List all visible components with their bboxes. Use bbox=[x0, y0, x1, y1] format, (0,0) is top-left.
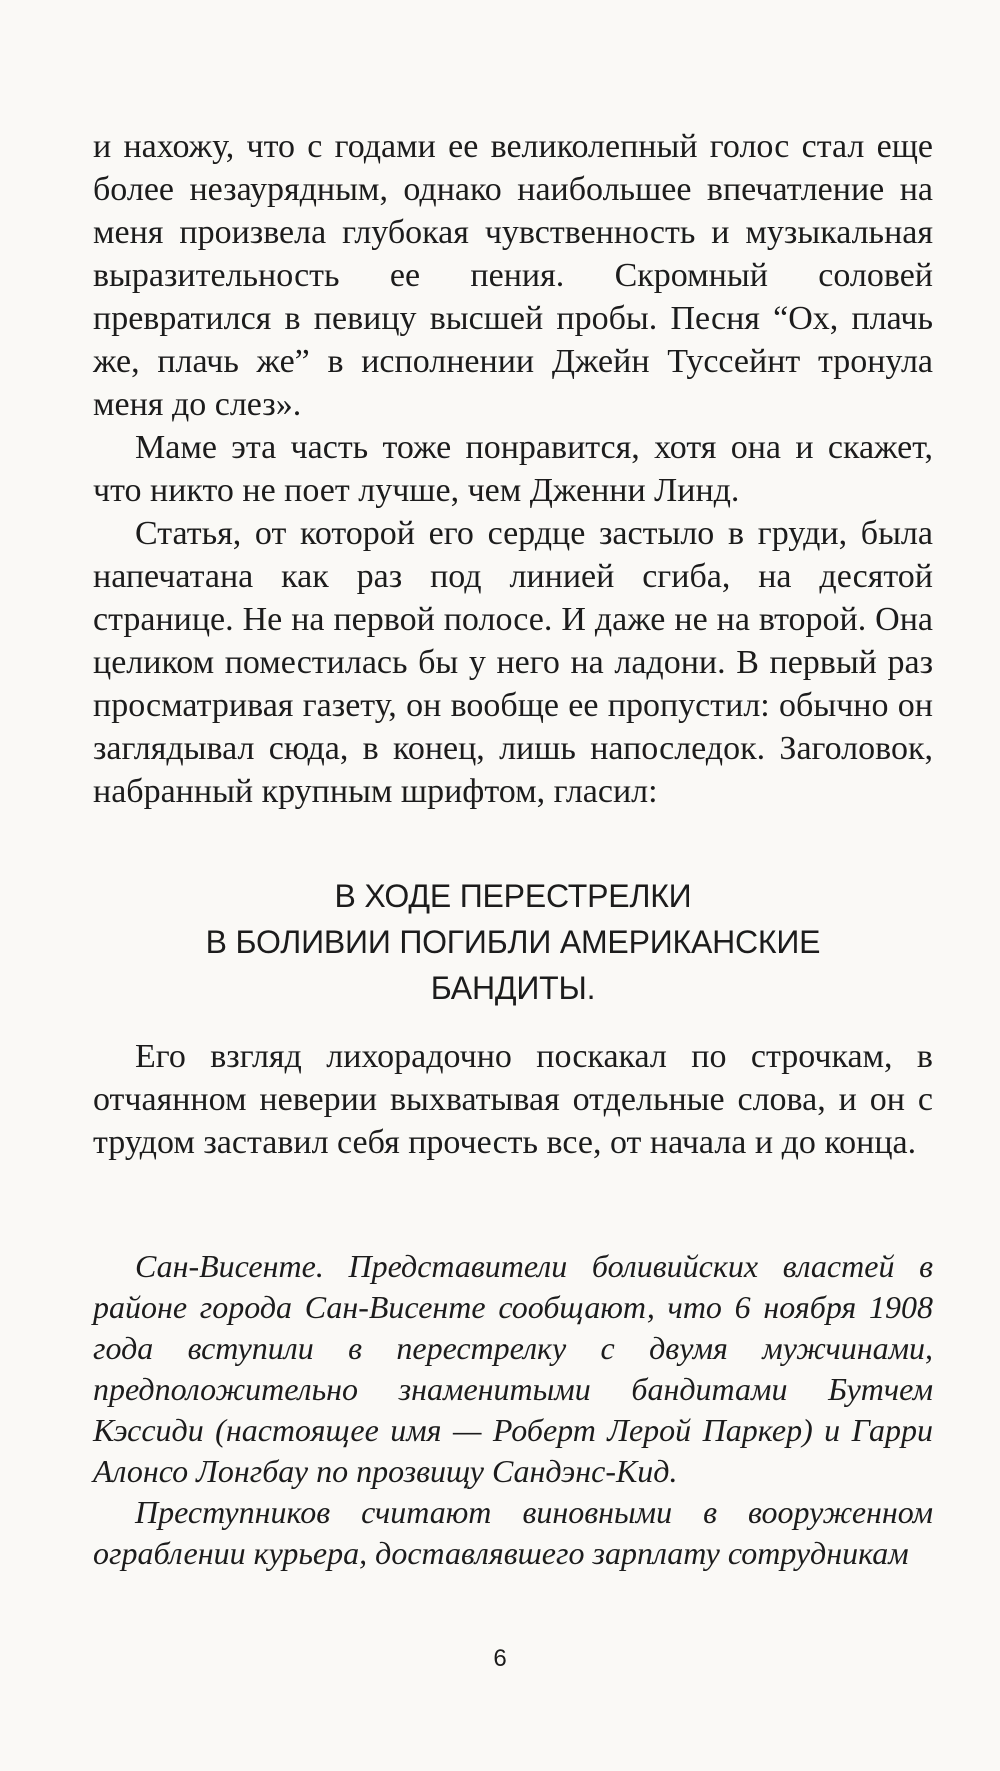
paragraph-mother: Маме эта часть тоже понравится, хотя она и скажет, что никто не поет лучше, чем Дженни Линд. bbox=[93, 429, 933, 509]
article-paragraph-2: Преступников считают виновными в вооруженном ограблении курьера, доставлявшего зарплату сотрудникам bbox=[93, 1494, 933, 1571]
headline-line-2: В БОЛИВИИ ПОГИБЛИ АМЕРИКАНСКИЕ bbox=[205, 924, 821, 960]
after-headline-text bbox=[93, 1035, 933, 1164]
newspaper-headline bbox=[93, 873, 933, 1011]
page-number: 6 bbox=[493, 1645, 507, 1672]
article-paragraph-1: Сан-Висенте. Представители боливийских властей в районе города Сан-Висенте сообщают, что 6 ноября 1908 года вступили в перестрелку с двумя мужчинами, предположительно знаменитыми бандитами Бутчем Кэссиди (настоящее имя — Роберт Лерой Паркер) и Гарри Алонсо Лонгбау по прозвищу Сандэнс-Кид. bbox=[93, 1248, 933, 1489]
headline-line-3: БАНДИТЫ. bbox=[430, 970, 596, 1006]
paragraph-continuation: и нахожу, что с годами ее великолепный голос стал еще более незаурядным, однако наибольшее впечатление на меня произвела глубокая чувственность и музыкальная выразительность ее пения. Скромный соловей превратился в певицу высшей пробы. Песня “Ох, плачь же, плачь же” в исполнении Джейн Туссейнт тронула меня до слез». bbox=[93, 128, 933, 423]
paragraph-article-found: Статья, от которой его сердце застыло в груди, была напечатана как раз под линией сгиба, на десятой странице. Не на первой полосе. И даже не на второй. Она целиком поместилась бы у него на ладони. В первый раз просматривая газету, он вообще ее пропустил: обычно он заглядывал сюда, в конец, лишь напоследок. Заголовок, набранный крупным шрифтом, гласил: bbox=[93, 515, 933, 810]
intro-text bbox=[93, 125, 933, 813]
headline-line-1: В ХОДЕ ПЕРЕСТРЕЛКИ bbox=[334, 878, 692, 914]
paragraph-reading: Его взгляд лихорадочно поскакал по строчкам, в отчаянном неверии выхватывая отдельные слова, и он с трудом заставил себя прочесть все, от начала и до конца. bbox=[93, 1038, 933, 1161]
article-excerpt bbox=[93, 1246, 933, 1574]
